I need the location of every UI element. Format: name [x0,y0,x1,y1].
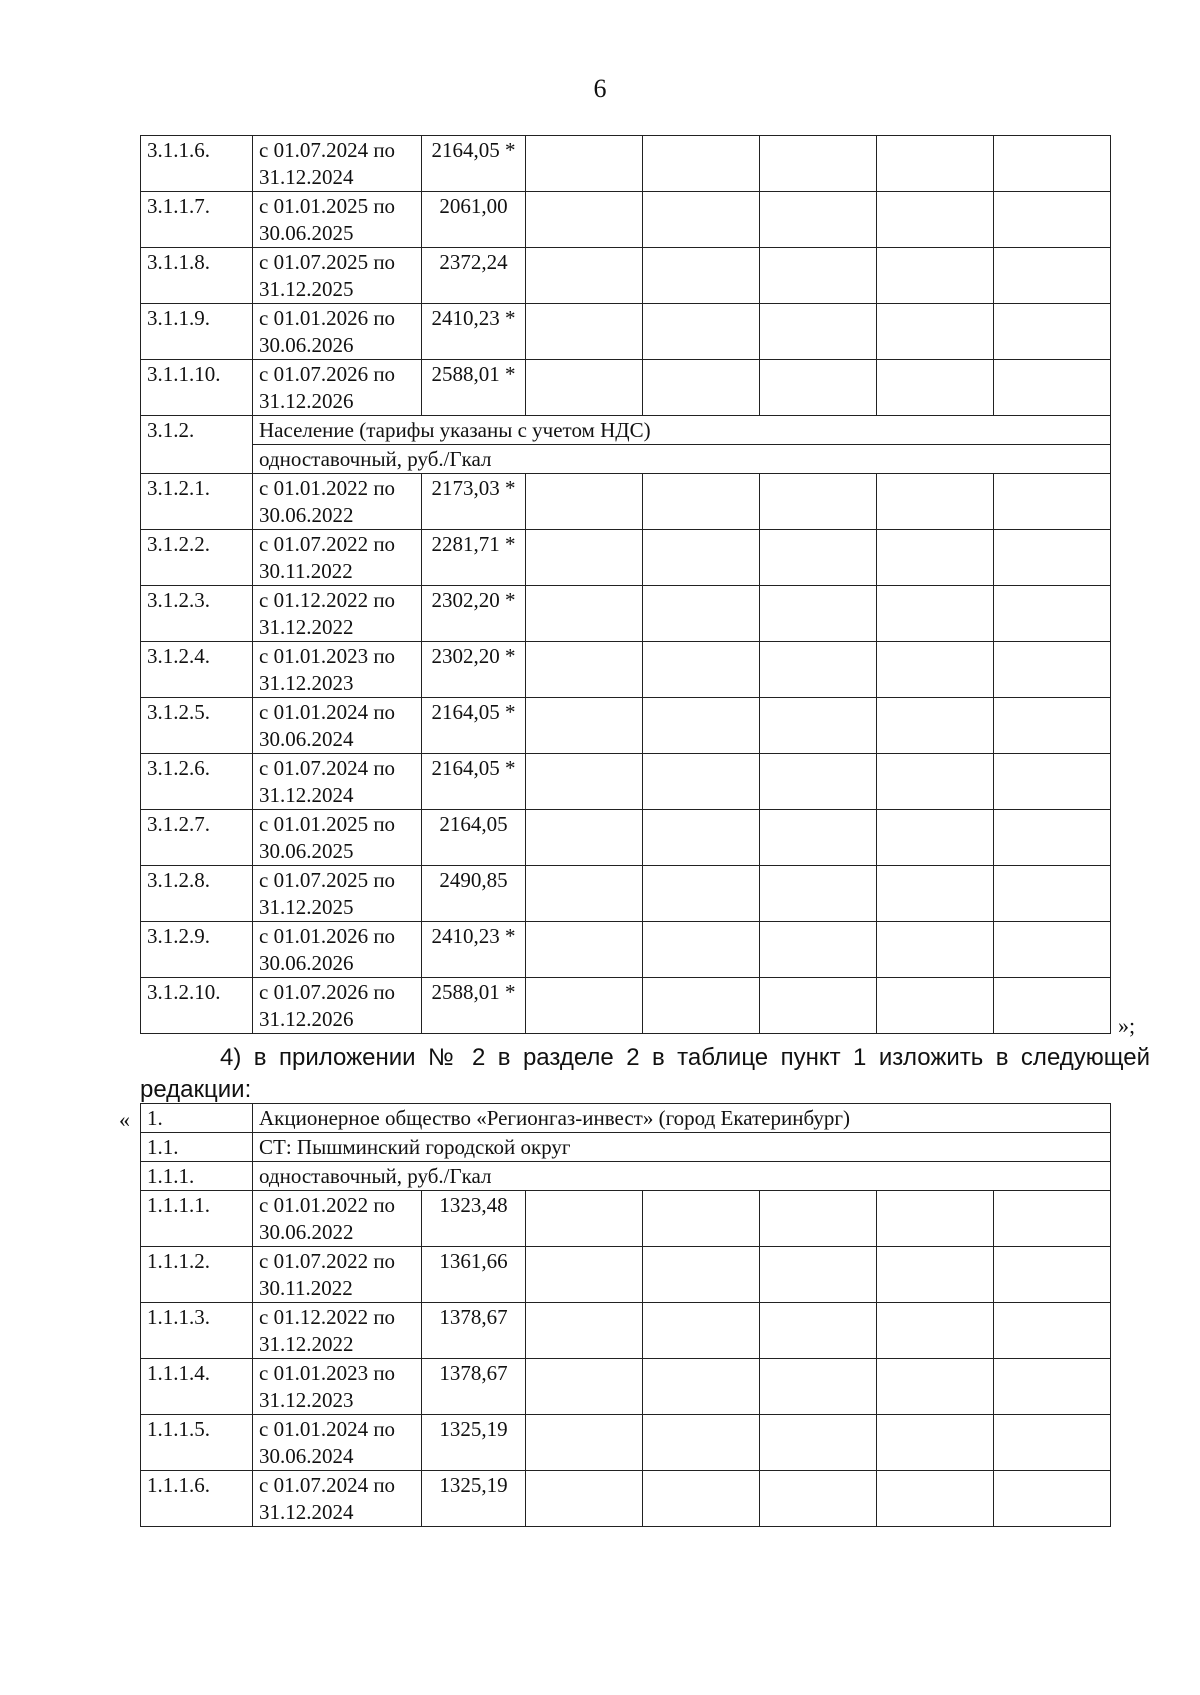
tariff-value: 2410,23 * [422,304,526,360]
empty-cell [760,810,877,866]
empty-cell [877,754,994,810]
period-to: 31.12.2022 [259,1332,354,1356]
period-from: с 01.07.2022 по [259,532,396,556]
empty-cell [643,754,760,810]
table-row [141,922,1111,978]
empty-cell [526,1191,643,1247]
empty-cell [994,1415,1111,1471]
empty-cell [643,586,760,642]
period-to: 31.12.2025 [259,277,354,301]
empty-cell [877,1359,994,1415]
tariff-value: 2302,20 * [422,586,526,642]
empty-cell [643,360,760,416]
empty-cell [877,586,994,642]
period-cell [253,922,422,978]
table-row [141,136,1111,192]
empty-cell [994,698,1111,754]
opening-quote: « [119,1107,130,1132]
table-row [141,698,1111,754]
empty-cell [526,1303,643,1359]
row-number: 3.1.2.5. [141,698,253,754]
empty-cell [994,1359,1111,1415]
period-to: 31.12.2022 [259,615,354,639]
empty-cell [994,586,1111,642]
empty-cell [526,304,643,360]
period-to: 30.06.2025 [259,839,354,863]
period-to: 31.12.2023 [259,1388,354,1412]
period-cell [253,866,422,922]
empty-cell [877,978,994,1034]
row-number: 3.1.1.10. [141,360,253,416]
empty-cell [643,810,760,866]
row-number: 3.1.1.6. [141,136,253,192]
instruction-line-1: 4) в приложении № 2 в разделе 2 в таблице пункт 1 изложить в следующей [220,1044,1150,1071]
table-row [141,1247,1111,1303]
period-cell [253,698,422,754]
tariff-value: 1323,48 [422,1191,526,1247]
period-from: с 01.12.2022 по [259,1305,396,1329]
tariff-value: 1325,19 [422,1471,526,1527]
table-row [141,1303,1111,1359]
table-row [141,978,1111,1034]
empty-cell [760,530,877,586]
empty-cell [877,1247,994,1303]
empty-cell [877,810,994,866]
period-from: с 01.07.2025 по [259,868,396,892]
period-cell [253,754,422,810]
period-from: с 01.01.2026 по [259,924,396,948]
period-to: 30.06.2024 [259,727,354,751]
empty-cell [643,136,760,192]
period-to: 31.12.2024 [259,783,354,807]
page-number: 6 [593,74,607,103]
period-to: 31.12.2026 [259,389,354,413]
header-row [141,1104,1111,1133]
period-from: с 01.01.2022 по [259,476,396,500]
period-cell [253,586,422,642]
empty-cell [643,866,760,922]
period-to: 30.06.2026 [259,333,354,357]
period-cell [253,1247,422,1303]
period-from: с 01.12.2022 по [259,588,396,612]
tariff-value: 1325,19 [422,1415,526,1471]
table-row [141,754,1111,810]
empty-cell [877,530,994,586]
period-cell [253,978,422,1034]
empty-cell [760,922,877,978]
period-to: 30.11.2022 [259,559,353,583]
tariff-value: 2410,23 * [422,922,526,978]
empty-cell [994,978,1111,1034]
period-cell [253,136,422,192]
empty-cell [994,248,1111,304]
empty-cell [994,1303,1111,1359]
period-cell [253,360,422,416]
empty-cell [643,192,760,248]
empty-cell [643,1247,760,1303]
empty-cell [760,586,877,642]
empty-cell [760,1359,877,1415]
period-cell [253,1415,422,1471]
tariff-value: 2372,24 [422,248,526,304]
empty-cell [643,304,760,360]
row-number: 3.1.1.8. [141,248,253,304]
empty-cell [877,922,994,978]
row-number: 3.1.1.9. [141,304,253,360]
period-cell [253,1359,422,1415]
tariff-value: 2588,01 * [422,978,526,1034]
period-from: с 01.07.2024 по [259,756,396,780]
row-number: 1.1.1.1. [141,1191,253,1247]
empty-cell [994,642,1111,698]
section-title: Население (тарифы указаны с учетом НДС) [253,416,1111,445]
table-row [141,810,1111,866]
header-number: 1.1. [141,1133,253,1162]
period-to: 30.06.2024 [259,1444,354,1468]
closing-quote: »; [1118,1013,1136,1038]
empty-cell [877,1191,994,1247]
tariff-value: 2164,05 * [422,698,526,754]
period-from: с 01.01.2023 по [259,1361,396,1385]
header-row [141,1162,1111,1191]
period-cell [253,530,422,586]
period-from: с 01.01.2024 по [259,1417,396,1441]
section-subtitle-row [141,445,1111,474]
table-row [141,474,1111,530]
empty-cell [526,248,643,304]
tariff-value: 2490,85 [422,866,526,922]
row-number: 3.1.2.2. [141,530,253,586]
period-cell [253,474,422,530]
table-row [141,1191,1111,1247]
empty-cell [760,192,877,248]
table-row [141,586,1111,642]
empty-cell [994,192,1111,248]
empty-cell [994,474,1111,530]
row-number: 1.1.1.5. [141,1415,253,1471]
empty-cell [760,474,877,530]
row-number: 3.1.2.9. [141,922,253,978]
table-row [141,248,1111,304]
empty-cell [877,642,994,698]
empty-cell [760,978,877,1034]
period-to: 31.12.2026 [259,1007,354,1031]
tariff-value: 1378,67 [422,1359,526,1415]
period-to: 30.11.2022 [259,1276,353,1300]
period-to: 30.06.2026 [259,951,354,975]
period-from: с 01.01.2025 по [259,812,396,836]
table-row [141,1359,1111,1415]
period-cell [253,642,422,698]
empty-cell [643,1191,760,1247]
table-row [141,192,1111,248]
empty-cell [526,136,643,192]
period-cell [253,304,422,360]
empty-cell [760,698,877,754]
empty-cell [526,474,643,530]
row-number: 3.1.2.7. [141,810,253,866]
period-from: с 01.07.2026 по [259,362,396,386]
empty-cell [877,1303,994,1359]
period-from: с 01.07.2024 по [259,1473,396,1497]
empty-cell [994,530,1111,586]
empty-cell [760,360,877,416]
empty-cell [760,754,877,810]
tariff-value: 2302,20 * [422,642,526,698]
tariff-table-continued [140,135,1111,1034]
tariff-value: 2173,03 * [422,474,526,530]
empty-cell [760,304,877,360]
empty-cell [526,642,643,698]
empty-cell [877,474,994,530]
empty-cell [760,136,877,192]
empty-cell [526,810,643,866]
empty-cell [526,1247,643,1303]
tariff-table-new [140,1103,1111,1527]
table-row [141,530,1111,586]
period-from: с 01.07.2025 по [259,250,396,274]
period-from: с 01.01.2026 по [259,306,396,330]
row-number: 3.1.2.8. [141,866,253,922]
empty-cell [877,360,994,416]
table-row [141,866,1111,922]
empty-cell [643,530,760,586]
instruction-paragraph [140,1042,1150,1106]
row-number: 1.1.1.6. [141,1471,253,1527]
instruction-line-2: редакции: [140,1076,252,1103]
empty-cell [526,192,643,248]
empty-cell [760,1191,877,1247]
empty-cell [994,754,1111,810]
empty-cell [994,810,1111,866]
period-cell [253,1191,422,1247]
empty-cell [643,1303,760,1359]
empty-cell [526,1415,643,1471]
empty-cell [760,642,877,698]
empty-cell [994,866,1111,922]
table-row [141,304,1111,360]
header-text: СТ: Пышминский городской округ [253,1133,1111,1162]
table-row [141,360,1111,416]
empty-cell [643,922,760,978]
tariff-value: 2164,05 [422,810,526,866]
section-number: 3.1.2. [141,416,253,474]
empty-cell [877,698,994,754]
row-number: 1.1.1.2. [141,1247,253,1303]
empty-cell [526,586,643,642]
empty-cell [526,978,643,1034]
empty-cell [877,136,994,192]
empty-cell [760,1303,877,1359]
empty-cell [994,304,1111,360]
table-row [141,642,1111,698]
period-from: с 01.01.2025 по [259,194,396,218]
row-number: 3.1.2.4. [141,642,253,698]
empty-cell [526,698,643,754]
period-cell [253,810,422,866]
period-cell [253,1303,422,1359]
row-number: 1.1.1.4. [141,1359,253,1415]
period-cell [253,192,422,248]
tariff-value: 2588,01 * [422,360,526,416]
table-row [141,1415,1111,1471]
empty-cell [994,1191,1111,1247]
empty-cell [643,698,760,754]
empty-cell [643,474,760,530]
empty-cell [760,1247,877,1303]
row-number: 3.1.2.6. [141,754,253,810]
empty-cell [877,192,994,248]
empty-cell [760,248,877,304]
empty-cell [643,1359,760,1415]
period-from: с 01.07.2024 по [259,138,396,162]
header-number: 1.1.1. [141,1162,253,1191]
empty-cell [760,1471,877,1527]
period-to: 31.12.2024 [259,165,354,189]
header-row [141,1133,1111,1162]
empty-cell [526,530,643,586]
period-to: 31.12.2024 [259,1500,354,1524]
empty-cell [877,866,994,922]
period-to: 30.06.2025 [259,221,354,245]
empty-cell [526,1471,643,1527]
empty-cell [643,642,760,698]
empty-cell [877,304,994,360]
tariff-value: 2164,05 * [422,754,526,810]
empty-cell [643,1471,760,1527]
table-row [141,1471,1111,1527]
section-row [141,416,1111,445]
tariff-value: 2061,00 [422,192,526,248]
empty-cell [643,978,760,1034]
empty-cell [994,1471,1111,1527]
header-text: одноставочный, руб./Гкал [253,1162,1111,1191]
empty-cell [643,1415,760,1471]
section-subtitle: одноставочный, руб./Гкал [253,445,1111,474]
empty-cell [526,360,643,416]
period-from: с 01.07.2022 по [259,1249,396,1273]
empty-cell [526,754,643,810]
empty-cell [877,248,994,304]
period-to: 30.06.2022 [259,1220,354,1244]
empty-cell [994,136,1111,192]
tariff-value: 1361,66 [422,1247,526,1303]
period-from: с 01.01.2022 по [259,1193,396,1217]
period-from: с 01.01.2024 по [259,700,396,724]
empty-cell [526,1359,643,1415]
period-to: 31.12.2023 [259,671,354,695]
empty-cell [877,1471,994,1527]
row-number: 3.1.2.10. [141,978,253,1034]
row-number: 3.1.2.3. [141,586,253,642]
period-from: с 01.01.2023 по [259,644,396,668]
empty-cell [643,248,760,304]
empty-cell [760,1415,877,1471]
empty-cell [994,922,1111,978]
empty-cell [877,1415,994,1471]
period-from: с 01.07.2026 по [259,980,396,1004]
period-to: 30.06.2022 [259,503,354,527]
header-text: Акционерное общество «Регионгаз-инвест» (город Екатеринбург) [253,1104,1111,1133]
tariff-value: 1378,67 [422,1303,526,1359]
period-to: 31.12.2025 [259,895,354,919]
empty-cell [526,922,643,978]
empty-cell [760,866,877,922]
tariff-value: 2164,05 * [422,136,526,192]
row-number: 3.1.1.7. [141,192,253,248]
header-number: 1. [141,1104,253,1133]
empty-cell [994,360,1111,416]
empty-cell [994,1247,1111,1303]
row-number: 1.1.1.3. [141,1303,253,1359]
tariff-value: 2281,71 * [422,530,526,586]
empty-cell [526,866,643,922]
period-cell [253,248,422,304]
period-cell [253,1471,422,1527]
row-number: 3.1.2.1. [141,474,253,530]
